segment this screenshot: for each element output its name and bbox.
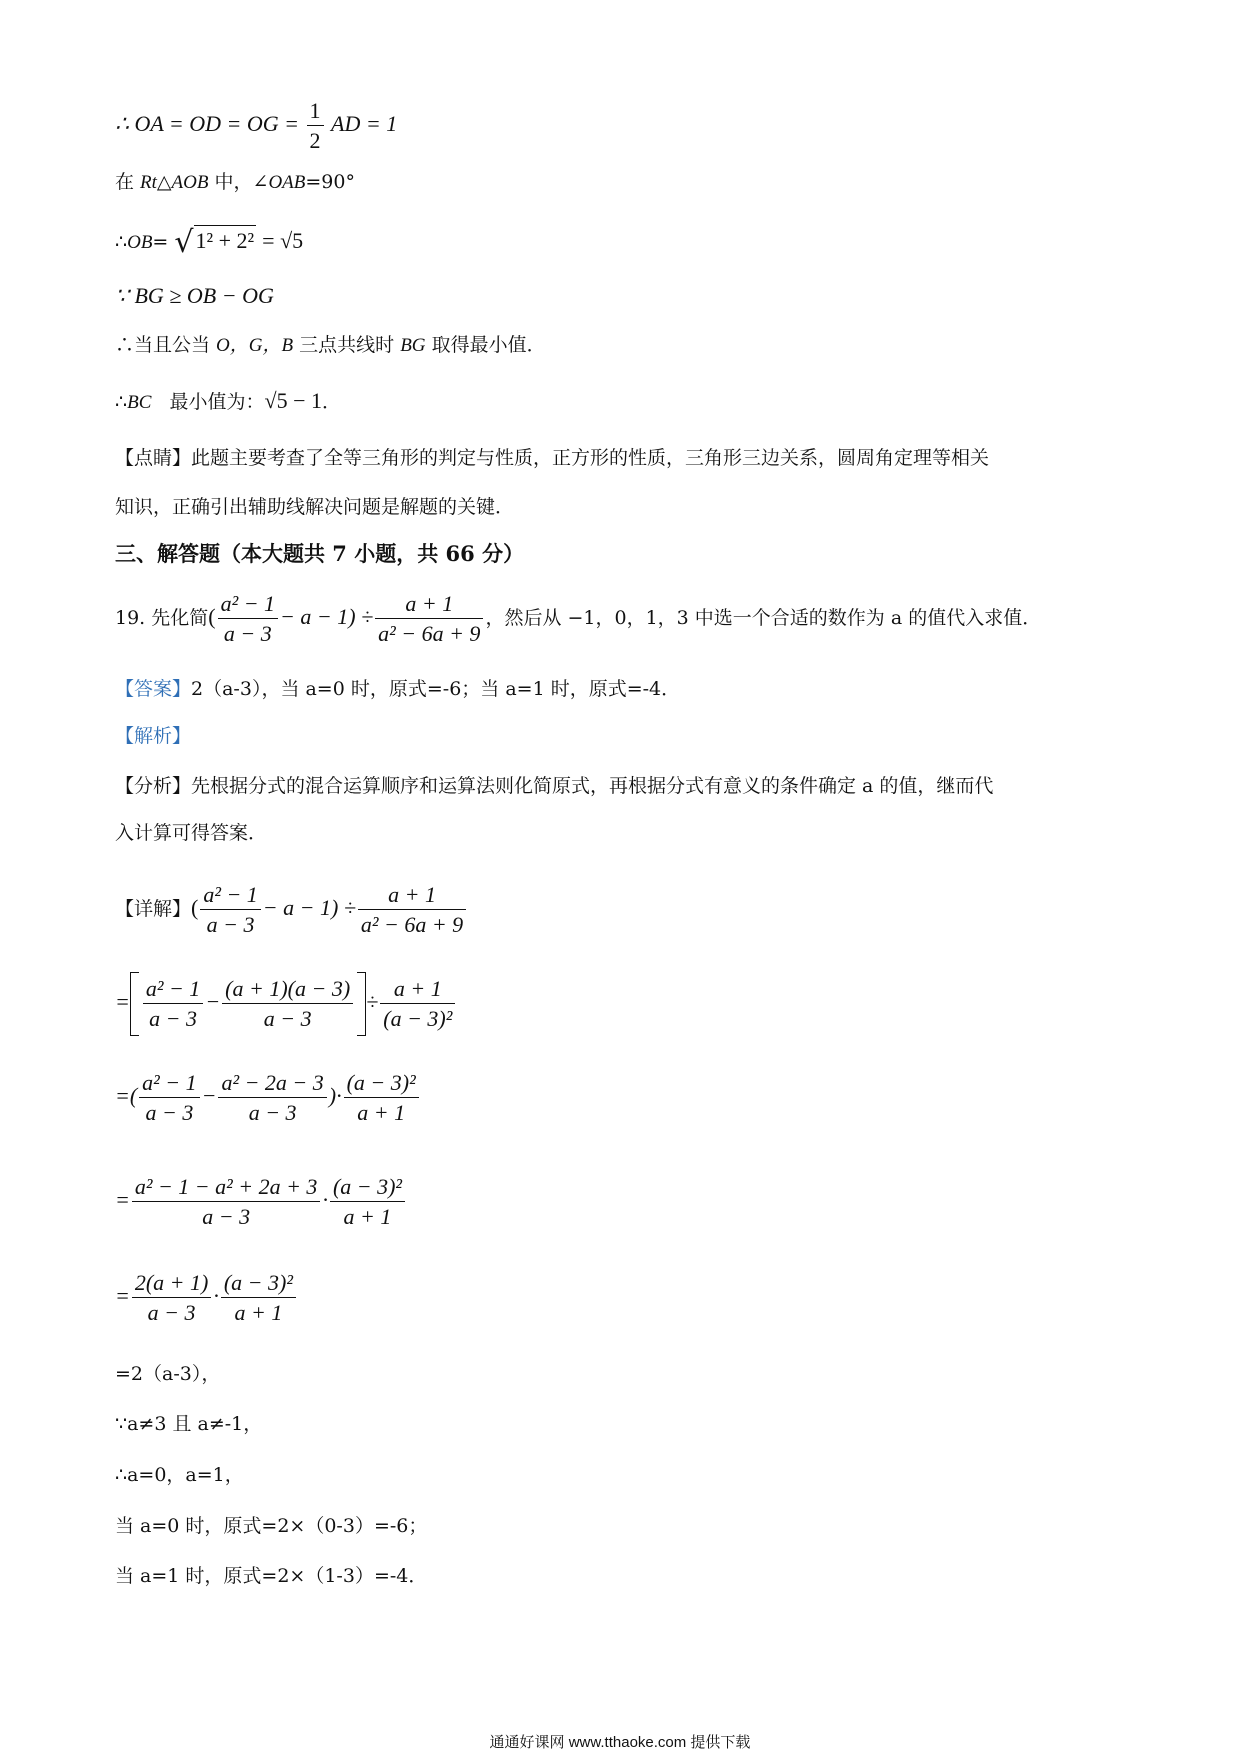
fraction: $\frac{\text{a² − 1}}{a - 3}$ xyxy=(200,884,260,936)
solution-step-4: = $\frac{2(a + 1)}{a - 3}$ · $\frac{\text{(a − 3)²}}{a + 1}$ xyxy=(115,1272,298,1324)
analysis-line-2: 入计算可得答案． xyxy=(115,822,268,844)
fraction: $\frac{(a + 1)(a - 3)}{a - 3}$ xyxy=(222,978,353,1030)
segment-name: BC xyxy=(127,392,152,413)
segment-name: BG xyxy=(400,335,426,356)
solution-step-1: = $\frac{\text{a² − 1}}{a - 3}$ − $\frac{(a + 1)(a - 3)}{a - 3}$ ÷ $\frac{a + 1}{\text{(a − 3)²}}$ xyxy=(115,972,457,1036)
radicand: 1² + 2² xyxy=(194,225,257,253)
proof-line-collinear xyxy=(115,336,546,355)
points: O，G，B xyxy=(216,335,294,356)
fraction-denominator: 2 xyxy=(307,125,324,152)
question-19: 19. 先化简( $\frac{\text{a² − 1}}{a - 3}$ − a − 1) ÷ $\frac{a + 1}{\text{a² − 6a + 9}}$ ，然后从 −1，0，1，3 中选一个合适的数作为 a 的值代入求值． xyxy=(115,591,1042,646)
fraction: $\frac{\text{a² − 1}}{a - 3}$ xyxy=(143,978,203,1030)
solution-step-9: 当 a=1 时，原式=2×（1-3）=-4． xyxy=(115,1565,428,1587)
analysis-line-1: 【分析】先根据分式的混合运算顺序和运算法则化简原式，再根据分式有意义的条件确定 a 的值，继而代 xyxy=(115,775,994,797)
therefore-symbol: ∴ xyxy=(115,391,128,413)
answer-tag: 【答案】 xyxy=(115,678,192,700)
therefore-symbol: ∴ xyxy=(115,231,128,253)
fraction: $\frac{a + 1}{\text{(a − 3)²}}$ xyxy=(380,978,455,1030)
solution-step-7: ∴a=0，a=1， xyxy=(115,1464,244,1486)
question-tail: ，然后从 −1，0，1，3 中选一个合适的数作为 a 的值代入求值． xyxy=(485,607,1042,629)
solution-step-2: =( $\frac{\text{a² − 1}}{a - 3}$ − $\frac{\text{a² − 2a − 3}}{a - 3}$ )· $\frac{\text{(a − 3)²}}{a + 1}$ xyxy=(115,1072,421,1124)
fraction: $\frac{\text{a² − 1 − a² + 2a + 3}}{a - 3}$ xyxy=(132,1176,321,1228)
fraction: $\frac{\text{(a − 3)²}}{a + 1}$ xyxy=(221,1272,296,1324)
question-label: 19. 先化简 xyxy=(115,607,209,629)
text: 三点共线时 xyxy=(293,334,401,356)
text: ． xyxy=(321,391,341,413)
proof-line-ob-length xyxy=(115,225,304,260)
proof-line-right-triangle xyxy=(115,173,355,192)
operator: − a − 1) ÷ xyxy=(262,895,356,920)
min-value: √5 − 1 xyxy=(264,388,322,413)
solution-step-5: =2（a-3）， xyxy=(115,1363,221,1385)
comment-line-1: 【点睛】此题主要考查了全等三角形的判定与性质，正方形的性质，三角形三边关系，圆周角定理等相关 xyxy=(115,447,990,469)
answer-line xyxy=(115,680,680,699)
comment-line-2: 知识，正确引出辅助线解决问题是解题的关键． xyxy=(115,496,515,518)
text: 在 xyxy=(115,171,141,193)
fraction: $\frac{2(a + 1)}{a - 3}$ xyxy=(132,1272,212,1324)
detail-tag: 【详解】 xyxy=(115,898,192,920)
equation-text: ∴ OA = OD = OG = xyxy=(115,111,305,137)
solution-step-6: ∵a≠3 且 a≠-1， xyxy=(115,1413,263,1435)
operator: − a − 1) ÷ xyxy=(280,604,374,629)
section-title: 三、解答题（本大题共 7 小题，共 66 分） xyxy=(115,541,525,566)
angle-name: OAB xyxy=(268,172,306,193)
triangle-name: Rt△AOB xyxy=(140,172,209,193)
fraction: $\frac{\text{(a − 3)²}}{a + 1}$ xyxy=(344,1072,419,1124)
proof-line-min-value xyxy=(115,390,341,412)
analysis-tag: 【解析】 xyxy=(115,725,192,747)
solution-step-8: 当 a=0 时，原式=2×（0-3）=-6； xyxy=(115,1515,428,1537)
fraction: $\frac{\text{(a − 3)²}}{a + 1}$ xyxy=(330,1176,405,1228)
fraction: $\frac{\text{a² − 2a − 3}}{a - 3}$ xyxy=(218,1072,326,1124)
solution-step-0: 【详解】( $\frac{\text{a² − 1}}{a - 3}$ − a − 1) ÷ $\frac{a + 1}{\text{a² − 6a + 9}}$ xyxy=(115,884,468,936)
fraction: $\frac{\text{a² − 1}}{a - 3}$ xyxy=(139,1072,199,1124)
solution-step-3: = $\frac{\text{a² − 1 − a² + 2a + 3}}{a - 3}$ · $\frac{\text{(a − 3)²}}{a + 1}$ xyxy=(115,1176,407,1228)
segment-name: OB xyxy=(127,232,153,253)
text: 取得最小值． xyxy=(425,334,546,356)
angle-value: =90° xyxy=(305,171,355,193)
fraction-half xyxy=(307,100,324,152)
equation-tail: AD = 1 xyxy=(331,111,398,137)
text: ∴当且公当 xyxy=(115,334,217,356)
fraction: $\frac{a + 1}{\text{a² − 6a + 9}}$ xyxy=(358,884,466,936)
page-footer: 通通好课网 www.tthaoke.com 提供下载 xyxy=(489,1734,751,1751)
equals: = xyxy=(152,231,169,253)
text: 中，∠ xyxy=(208,171,269,193)
result: = √5 xyxy=(262,228,304,253)
fraction: $\frac{\text{a² − 1}}{a - 3}$ xyxy=(218,593,278,645)
fraction: $\frac{a + 1}{\text{a² − 6a + 9}}$ xyxy=(375,593,483,645)
answer-text: 2（a-3），当 a=0 时，原式=-6；当 a=1 时，原式=-4． xyxy=(191,678,681,700)
proof-line-inequality: ∵ BG ≥ OB − OG xyxy=(115,283,274,308)
fraction-numerator: 1 xyxy=(309,98,321,123)
text: 最小值为： xyxy=(151,391,265,413)
proof-line-oa-od-og xyxy=(115,100,397,152)
square-root: √1² + 2² xyxy=(174,225,255,260)
